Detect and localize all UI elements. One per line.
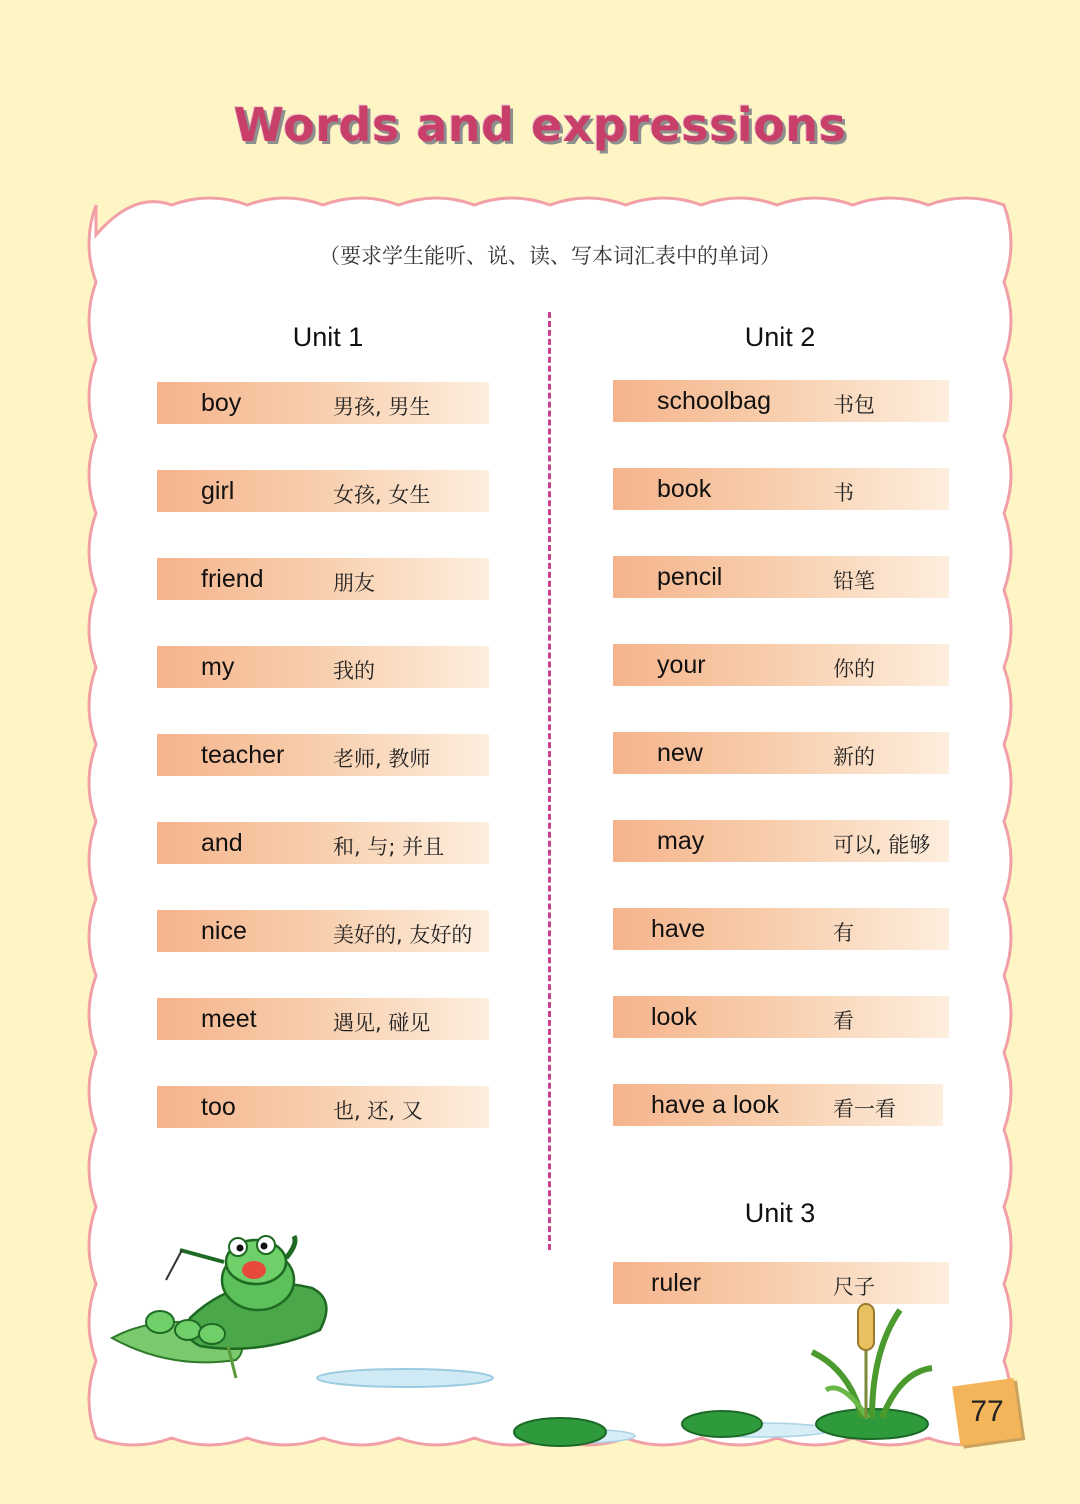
word: ruler (651, 1269, 702, 1297)
meaning: 书 (833, 481, 854, 505)
word: nice (201, 917, 247, 945)
meaning: 你的 (833, 657, 875, 681)
reed-icon (812, 1304, 932, 1418)
meaning: 也, 还, 又 (333, 1099, 423, 1123)
unit-2-heading: Unit 2 (744, 322, 816, 352)
frog-icon (166, 1236, 295, 1310)
meaning: 看一看 (833, 1097, 896, 1121)
word: meet (201, 1005, 257, 1033)
page-number-badge (952, 1378, 1022, 1446)
meaning: 美好的, 友好的 (333, 923, 473, 947)
word: have a look (651, 1091, 779, 1119)
word: boy (201, 389, 242, 417)
meaning: 有 (833, 921, 854, 945)
meaning: 女孩, 女生 (333, 483, 431, 507)
word: may (657, 827, 705, 855)
word: book (657, 475, 712, 503)
meaning: 我的 (333, 659, 375, 683)
page-title: Words and expressions (233, 98, 847, 152)
meaning: 尺子 (833, 1275, 875, 1299)
unit-1-heading: Unit 1 (292, 322, 364, 352)
word: your (657, 651, 706, 679)
word: schoolbag (657, 387, 771, 415)
meaning: 老师, 教师 (333, 747, 431, 771)
word: pencil (657, 563, 723, 591)
meaning: 看 (833, 1009, 854, 1033)
meaning: 遇见, 碰见 (333, 1011, 431, 1035)
meaning: 可以, 能够 (833, 833, 931, 857)
meaning: 男孩, 男生 (333, 395, 431, 419)
word: teacher (201, 741, 285, 769)
word: and (201, 829, 243, 857)
meaning: 朋友 (333, 571, 375, 595)
meaning: 新的 (833, 745, 875, 769)
word: look (651, 1003, 697, 1031)
word: friend (201, 565, 264, 593)
meaning: 和, 与; 并且 (333, 835, 445, 859)
word: too (201, 1093, 236, 1121)
word: girl (201, 477, 235, 505)
word: my (201, 653, 235, 681)
instruction-note: （要求学生能听、说、读、写本词汇表中的单词） (319, 244, 781, 268)
page-number: 77 (970, 1395, 1004, 1428)
meaning: 铅笔 (833, 569, 875, 593)
unit-3-heading: Unit 3 (744, 1198, 816, 1228)
meaning: 书包 (833, 393, 875, 417)
word: have (651, 915, 706, 943)
word: new (657, 739, 703, 767)
